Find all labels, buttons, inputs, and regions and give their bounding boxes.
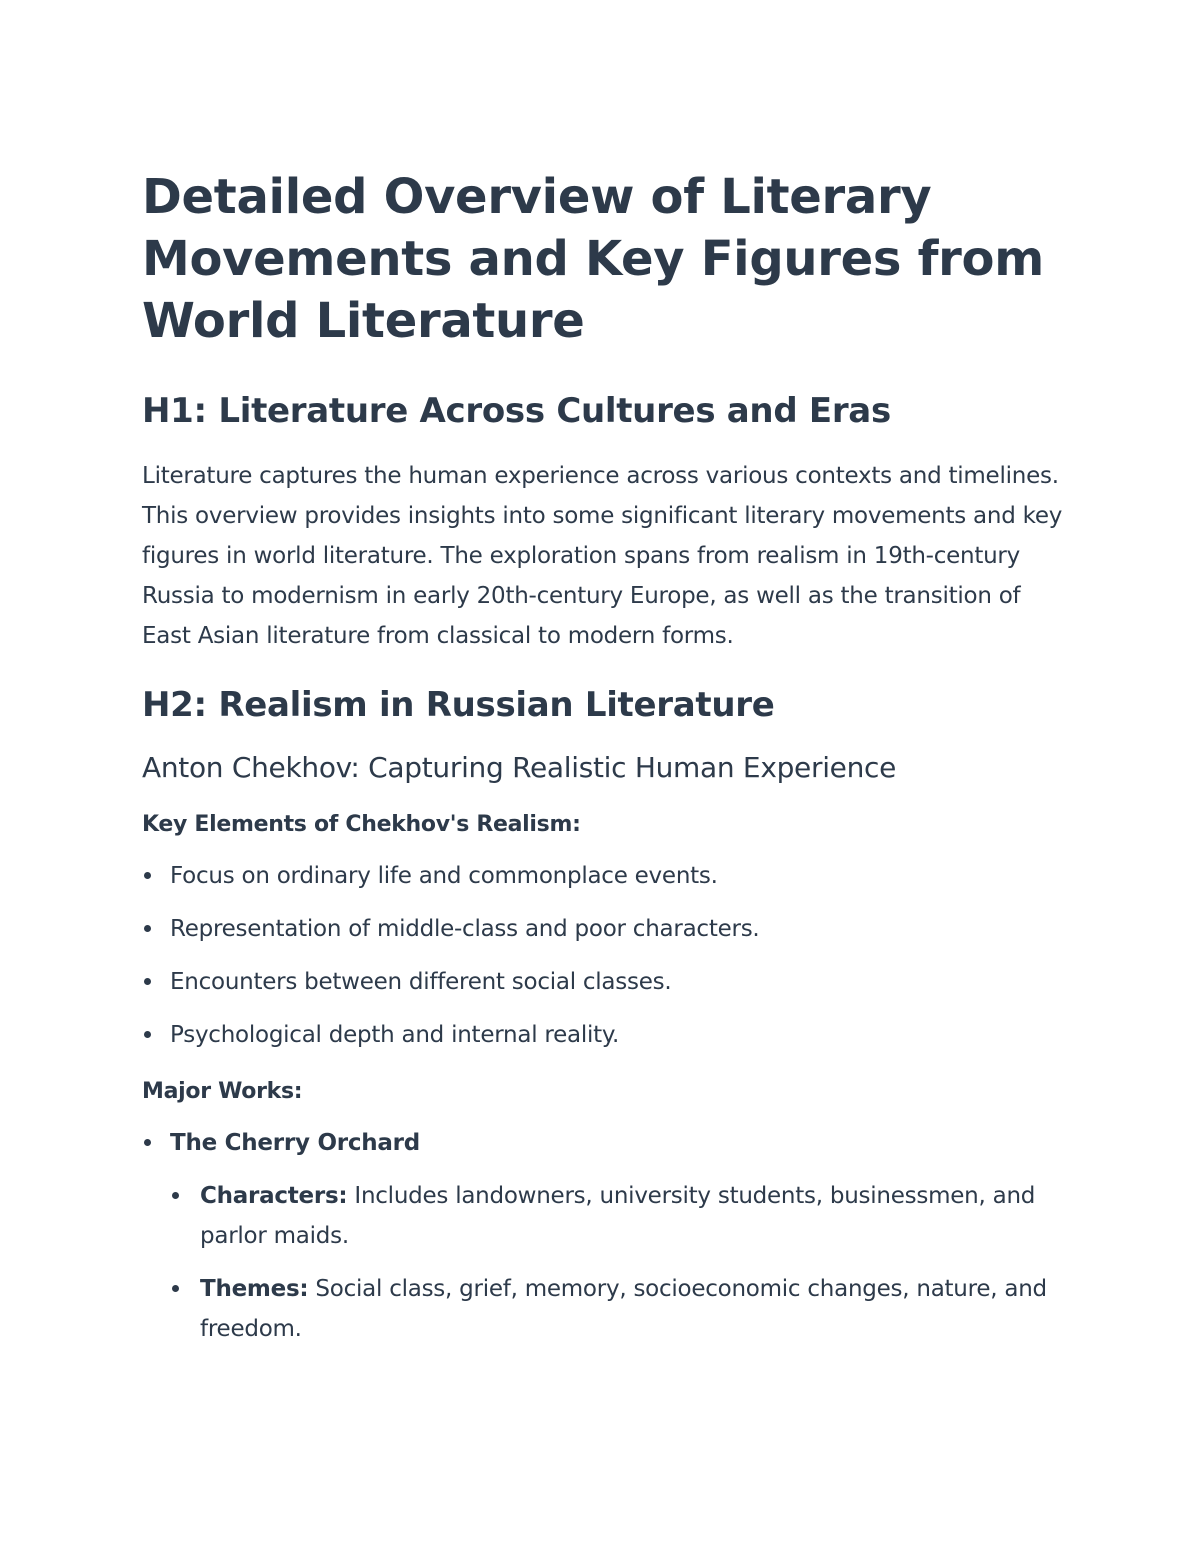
detail-text: Social class, grief, memory, socioeconomic changes, nature, and freedom. [200,1276,1047,1342]
section-heading-russian-realism: H2: Realism in Russian Literature [142,685,775,725]
subheading-anton-chekhov: Anton Chekhov: Capturing Realistic Human Experience [142,751,897,784]
list-item: Representation of middle-class and poor characters. [142,909,1072,949]
detail-text: Includes landowners, university students, businessmen, and parlor maids. [200,1183,1036,1249]
major-works-list [142,1123,1072,1349]
work-title: The Cherry Orchard [170,1130,420,1156]
list-item: Encounters between different social classes. [142,962,1072,1002]
key-elements-list [142,856,1072,1055]
work-item [142,1123,1072,1349]
detail-label: Themes: [200,1276,309,1302]
list-item: Focus on ordinary life and commonplace events. [142,856,1072,896]
section-heading-literature-across-cultures: H1: Literature Across Cultures and Eras [142,391,891,431]
list-item: Psychological depth and internal reality. [142,1015,1072,1055]
work-detail-characters [170,1176,1072,1256]
document-page [142,166,1072,1362]
key-elements-label: Key Elements of Chekhov's Realism: [142,812,581,837]
work-details-list [170,1176,1072,1349]
detail-label: Characters: [200,1183,348,1209]
work-detail-themes [170,1269,1072,1349]
intro-paragraph: Literature captures the human experience across various contexts and timelines. This overview provides insights into some significant literary movements and key figures in world literature. The exploration spans from realism in 19th-century Russia to modernism in early 20th-century Europe, as well as the transition of East Asian literature from classical to modern forms. [142,463,1063,649]
document-title: Detailed Overview of Literary Movements and Key Figures from World Literature [142,169,1044,349]
major-works-label: Major Works: [142,1079,303,1104]
